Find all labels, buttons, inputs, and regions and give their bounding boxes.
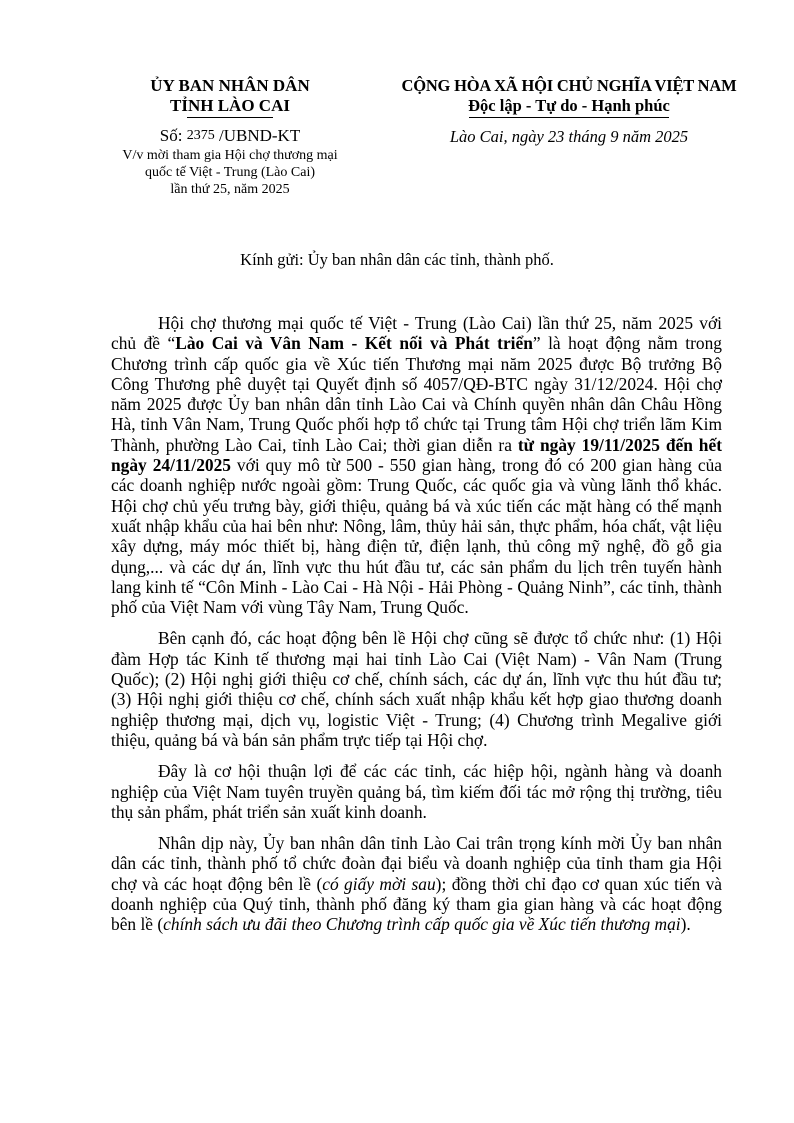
subject-line-3: lần thứ 25, năm 2025	[170, 182, 290, 197]
document-number	[100, 126, 360, 146]
p4-text-2: ); đồng thời chỉ đạo cơ quan xúc tiến và doanh nghiệp của Quý tỉnh, thành phố đăng ký tham gia gian hàng và các hoạt động bên lề (	[111, 873, 722, 935]
p1-text-2: ” là hoạt động nằm trong Chương trình cấp quốc gia về Xúc tiến Thương mại năm 2025 được Bộ trưởng Bộ Công Thương phê duyệt tại Quyết định số 4057/QĐ-BTC ngày 31/12/2024. Hội chợ năm 2025 được Ủy ban nhân dân tỉnh Lào Cai và Chính quyền nhân dân Châu Hồng Hà, tỉnh Vân Nam, Trung Quốc phối hợp tổ chức tại Trung tâm Hội chợ triển lãm Kim Thành, phường Lào Cai, tỉnh Lào Cai; thời gian diễn ra	[111, 333, 722, 455]
national-title: CỘNG HÒA XÃ HỘI CHỦ NGHĨA VIỆT NAM	[401, 76, 737, 95]
document-body	[111, 313, 722, 946]
p4-text-1: Nhân dịp này, Ủy ban nhân dân tỉnh Lào Cai trân trọng kính mời Ủy ban nhân dân các tỉnh, thành phố tổ chức đoàn đại biểu và doanh nghiệp của tỉnh tham gia Hội chợ và các hoạt động bên lề (	[111, 833, 722, 894]
paragraph-3: Đây là cơ hội thuận lợi để các các tỉnh, các hiệp hội, ngành hàng và doanh nghiệp của Việt Nam tuyên truyền quảng bá, tìm kiếm đối tác mở rộng thị trường, tiêu thụ sản phẩm, phát triển sản xuất kinh doanh.	[111, 761, 722, 822]
national-header-block	[372, 76, 766, 147]
doc-number-value: 2375	[186, 128, 215, 143]
recipient-line: Kính gửi: Ủy ban nhân dân các tỉnh, thành phố.	[240, 250, 554, 269]
authority-name-line1: ỦY BAN NHÂN DÂN	[150, 76, 310, 95]
place-date-line: Lào Cai, ngày 23 tháng 9 năm 2025	[449, 127, 689, 146]
subject-line-2: quốc tế Việt - Trung (Lào Cai)	[145, 165, 315, 180]
paragraph-2: Bên cạnh đó, các hoạt động bên lề Hội chợ cũng sẽ được tổ chức như: (1) Hội đàm Hợp tác Kinh tế thương mại hai tỉnh Lào Cai (Việt Nam) - Vân Nam (Trung Quốc); (2) Hội nghị giới thiệu cơ chế, chính sách, các dự án, lĩnh vực thu hút đầu tư; (3) Hội nghị giới thiệu cơ chế, chính sách xuất nhập khẩu kết hợp giao thương doanh nghiệp thương mại, dịch vụ, logistic Việt - Trung; (4) Chương trình Megalive giới thiệu, quảng bá và bán sản phẩm trực tiếp tại Hội chợ.	[111, 628, 722, 750]
authority-underline	[187, 117, 273, 118]
subject-line-1: V/v mời tham gia Hội chợ thương mại	[122, 148, 338, 163]
p1-text-1: Hội chợ thương mại quốc tế Việt - Trung (Lào Cai) lần thứ 25, năm 2025 với chủ đề “	[111, 313, 722, 354]
p1-text-3: với quy mô từ 500 - 550 gian hàng, trong đó có 200 gian hàng của các doanh nghiệp nước ngoài gồm: Trung Quốc, các quốc gia và vùng lãnh thổ khác. Hội chợ chủ yếu trưng bày, giới thiệu, quảng bá và xúc tiến các mặt hàng có thế mạnh xuất nhập khẩu của hai bên như: Nông, lâm, thủy hải sản, thực phẩm, hóa chất, vật liệu xây dựng, máy móc thiết bị, hàng điện tử, điện lạnh, thủ công mỹ nghệ, đồ gỗ gia dụng,... và các dự án, lĩnh vực thu hút đầu tư, các sản phẩm du lịch trên tuyến hành lang kinh tế “Côn Minh - Lào Cai - Hà Nội - Hải Phòng - Quảng Ninh”, các tỉnh, thành phố của Việt Nam với vùng Tây Nam, Trung Quốc.	[111, 455, 723, 618]
issuing-authority-block	[100, 76, 360, 197]
doc-number-suffix: /UBND-KT	[214, 126, 301, 145]
paragraph-1	[111, 313, 722, 617]
invitation-note: có giấy mời sau	[322, 873, 436, 894]
paragraph-4	[111, 833, 722, 934]
fair-theme: Lào Cai và Vân Nam - Kết nối và Phát triển	[175, 333, 533, 354]
fair-dates: từ ngày 19/11/2025 đến hết ngày 24/11/2025	[111, 434, 722, 476]
authority-name-line2: TỈNH LÀO CAI	[170, 96, 290, 115]
motto-underline	[469, 117, 669, 118]
doc-number-prefix: Số:	[159, 126, 187, 145]
p4-text-3: ).	[680, 914, 691, 935]
national-motto: Độc lập - Tự do - Hạnh phúc	[468, 96, 670, 115]
incentive-policy-note: chính sách ưu đãi theo Chương trình cấp quốc gia về Xúc tiến thương mại	[163, 914, 681, 935]
